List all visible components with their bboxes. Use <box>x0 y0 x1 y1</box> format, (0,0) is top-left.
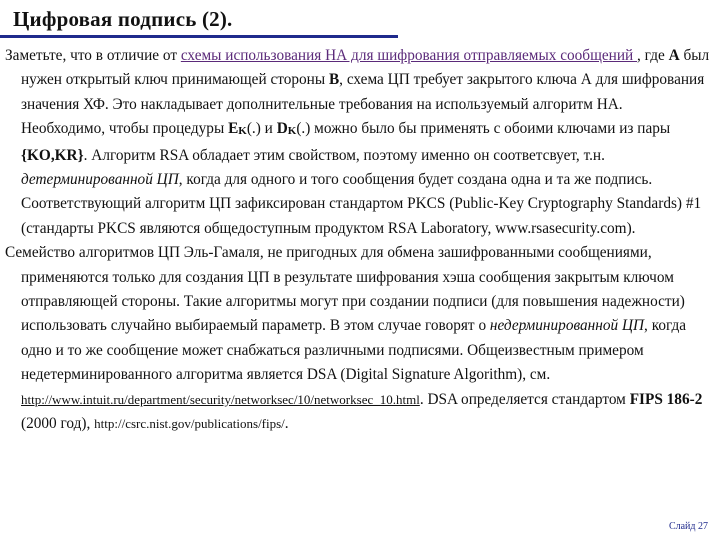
slide-title: Цифровая подпись (2). <box>13 7 233 31</box>
text-span: (.) и <box>246 120 277 138</box>
text-span: , когда одно и то же сообщение может снабжаться различными подписями. Общеизвестным примером недетерминированного алгоритма является DSA (Digital Signature Algorithm), см. <box>21 317 687 384</box>
encrypt-subscript: K <box>238 125 247 138</box>
title-underline <box>0 35 398 38</box>
slide-number: Слайд 27 <box>668 521 708 532</box>
paragraph-2 <box>5 241 710 436</box>
nondeterministic-term: недерминированной ЦП <box>489 317 645 335</box>
decrypt-subscript: K <box>287 125 297 138</box>
text-span: . DSA определяется стандартом <box>419 390 630 408</box>
fips-standard: FIPS 186-2 <box>629 390 703 408</box>
encrypt-proc <box>228 120 247 137</box>
text-span: . <box>284 415 289 433</box>
key-pair: {KO,KR} <box>21 146 84 164</box>
text-span: Семейство алгоритмов ЦП Эль-Гамаля, не пригодных для обмена зашифрованными сообщениями, применяются только для создания ЦП в результате шифрования хэша сообщения закрытым ключом отправляющей стороны. Такие алгоритмы могут при создании подписи (для повышения надежности) использовать случайно выбираемый параметр. В этом случае говорят о <box>5 244 685 335</box>
text-span: . Алгоритм RSA обладает этим свойством, поэтому именно он соответсвует, т.н. <box>83 146 605 164</box>
scheme-link[interactable]: схемы использования НА для шифрования отправляемых сообщений <box>180 47 638 64</box>
text-span: Заметьте, что в отличие от <box>5 47 181 64</box>
deterministic-term: детерминированной ЦП <box>21 171 179 189</box>
text-span: , когда для одного и того сообщения будет создана одна и та же подпись. Соответствующий алгоритм ЦП зафиксирован стандартом PKCS (Public-Key Cryptography Standards) #1 (стандарты PKCS являются общедоступным продуктом RSA Laboratory, www.rsasecurity.com). <box>21 171 702 237</box>
text-span: , где <box>637 47 669 64</box>
party-b: В <box>328 71 340 89</box>
text-span: (.) можно было бы применять с обоими ключами из пары <box>296 120 671 138</box>
paragraph-1 <box>5 44 710 241</box>
encrypt-letter: E <box>228 120 239 138</box>
text-span: , схема ЦП требует закрытого ключа А для шифрования значения ХФ. Это накладывает дополнительные требования на используемый алгоритм НА. Необходимо, чтобы процедуры <box>21 71 705 138</box>
intuit-link[interactable]: http://www.intuit.ru/department/security/networksec/10/networksec_10.html <box>21 391 420 407</box>
text-span: был нужен открытый ключ принимающей стороны <box>21 47 710 89</box>
nist-url: http://csrc.nist.gov/publications/fips/ <box>94 416 285 432</box>
text-span: (2000 год), <box>21 415 95 433</box>
decrypt-proc <box>277 120 297 137</box>
decrypt-letter: D <box>276 120 288 138</box>
party-a: А <box>668 47 680 64</box>
slide-body <box>5 44 710 437</box>
